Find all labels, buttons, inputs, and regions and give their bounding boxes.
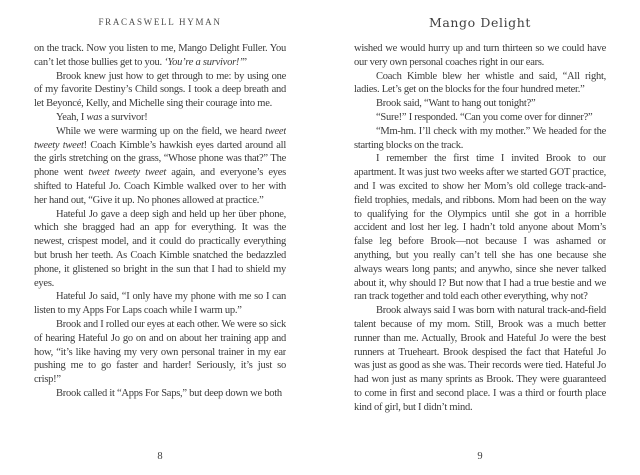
book-paragraph: Brook called it “Apps For Saps,” but deep down we both — [56, 387, 282, 399]
page-number-left: 8 — [157, 451, 163, 462]
book-paragraph: Brook knew just how to get through to me: by using one of my favorite Destiny’s Child songs. I took a deep breath and let Beyoncé, Kelly, and Michelle sing their courage into me. — [34, 70, 286, 110]
book-paragraph: Hateful Jo said, “I only have my phone with me so I can listen to my Apps For Laps coach while I warm up.” — [34, 291, 286, 317]
book-paragraph: Brook said, “Want to hang out tonight?” — [376, 98, 536, 110]
page-text-right — [354, 42, 606, 415]
page-text-left — [34, 42, 286, 401]
book-paragraph: While we were warming up on the field, we heard tweet tweety tweet! Coach Kimble’s hawkish eyes darted around all the girls stretching on the grass, “Whose phone was that?” The phone went tweet tweety tweet again, and everyone’s eyes shifted to Hateful Jo. Coach Kimble walked over to her with her hand out, “Give it up. No phones allowed at practice.” — [34, 125, 286, 206]
page-number-right: 9 — [477, 451, 483, 462]
book-paragraph: Hateful Jo gave a deep sigh and held up her über phone, which she bragged had an app for everything. It was the newest, crispest model, and it could do practically everything but brush her teeth. As Coach Kimble snatched the bedazzled phone, it glistened so bright in the sun that I had to shield my eyes. — [34, 208, 286, 289]
book-paragraph: I remember the first time I invited Brook to our apartment. It was just two weeks after we started GOT practice, and I was excited to show her Mom’s old college track-and-field trophies, medals, and ribbons. Mom had been on the way to qualifying for the Olympics until she got in a horrible accident and lost her leg. I hadn’t told anyone about Mom’s false leg before Brook—not because I was ashamed or anything, but you really can’t tell she has one because she always wears long pants; and anywho, since she never talked about it, why should I? But now that I had a true bestie and we ran track together and told each other everything, why not? — [354, 153, 606, 303]
book-paragraph: Yeah, I was a survivor! — [56, 111, 148, 123]
book-paragraph: Brook always said I was born with natural track-and-field talent because of my mom. Still, Brook was a much better runner than me. Actually, Brook and Hateful Jo were the best runners at Trueheart. Brook despised the fact that Hateful Jo was just as good as she was. Their records were tied. Hateful Jo had won just as many sprints as Brook. They were guaranteed to come in first and second place. I was a third or fourth place kind of girl, but I didn’t mind. — [354, 305, 606, 413]
book-page-right — [320, 0, 640, 475]
book-paragraph: Brook and I rolled our eyes at each other. We were so sick of hearing Hateful Jo go on and on about her training app and how, “it’s like having my very own personal trainer in my ear pushing me to go faster and harder! Seriously, it’s just so crisp!” — [34, 318, 286, 386]
book-paragraph: wished we would hurry up and turn thirteen so we could have our very own personal coaches right in our ears. — [354, 43, 606, 68]
book-paragraph: on the track. Now you listen to me, Mango Delight Fuller. You can’t let those bullies get to you. ‘You’re a survivor!’” — [34, 43, 286, 68]
book-paragraph: “Mm-hm. I’ll check with my mother.” We headed for the starting blocks on the track. — [354, 125, 606, 151]
book-paragraph: “Sure!” I responded. “Can you come over for dinner?” — [376, 111, 593, 123]
running-header-author: FRACASWELL HYMAN — [98, 17, 222, 27]
running-header-title: Mango Delight — [428, 15, 532, 30]
book-paragraph: Coach Kimble blew her whistle and said, “All right, ladies. Let’s get on the blocks for the four hundred meter.” — [354, 70, 606, 96]
